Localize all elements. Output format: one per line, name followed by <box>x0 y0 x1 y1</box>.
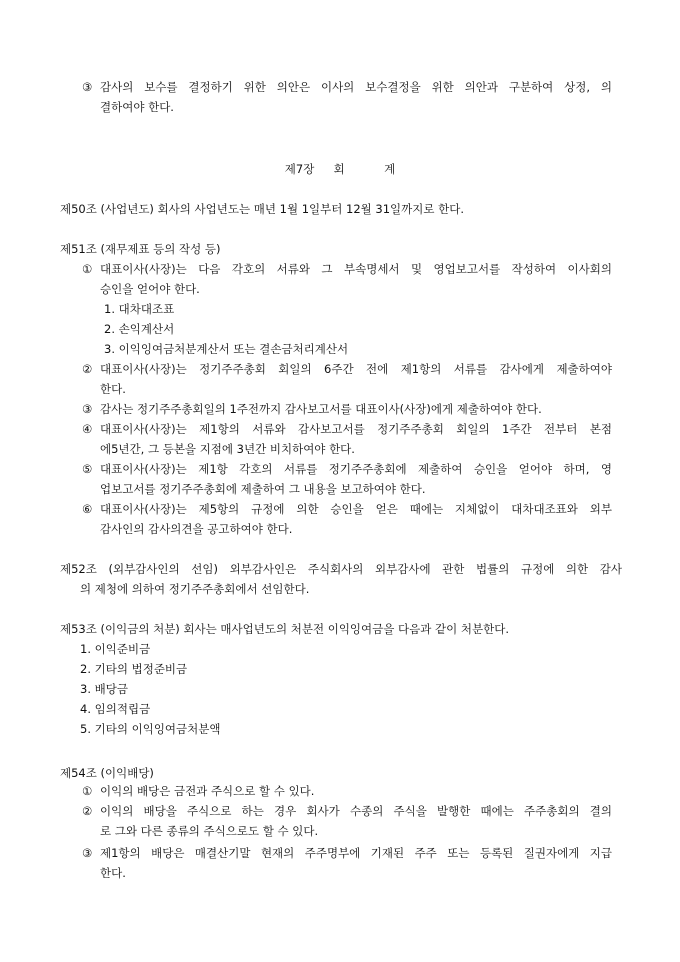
sub-item: 2. 손익계산서 <box>104 322 175 336</box>
clause-text: 대표이사(사장)는 제1항 각호의 서류를 정기주주총회에 제출하여 승인을 얻어야 하며, 영 <box>100 462 612 476</box>
chapter-title-part: 회 <box>333 162 345 176</box>
clause-text: 대표이사(사장)는 정기주주총회 회일의 6주간 전에 제1항의 서류를 감사에게 제출하여야 <box>100 362 612 376</box>
clause-text: 감사는 정기주주총회일의 1주전까지 감사보고서를 대표이사(사장)에게 제출하여야 한다. <box>100 402 542 416</box>
item-marker: ④ <box>82 422 93 436</box>
chapter-title-part: 계 <box>384 162 396 176</box>
clause-text: 결하여야 한다. <box>100 100 174 114</box>
clause-text: 대표이사(사장)는 제5항의 규정에 의한 승인을 얻은 때에는 지체없이 대차대조표와 외부 <box>100 502 612 516</box>
clause-text: 제1항의 배당은 매결산기말 현재의 주주명부에 기재된 주주 또는 등록된 질권자에게 지급 <box>100 846 612 860</box>
item-marker: ① <box>82 784 93 798</box>
item-marker: ⑤ <box>82 462 93 476</box>
clause-text: 대표이사(사장)는 다음 각호의 서류와 그 부속명세서 및 영업보고서를 작성하여 이사회의 <box>100 262 612 276</box>
clause-text: 승인을 얻어야 한다. <box>100 282 200 296</box>
clause-text: 이익의 배당을 주식으로 하는 경우 회사가 수종의 주식을 발행한 때에는 주주총회의 결의 <box>100 804 612 818</box>
list-item: 2. 기타의 법정준비금 <box>80 662 188 676</box>
chapter-number: 제7장 <box>284 162 315 176</box>
list-item: 3. 배당금 <box>80 682 128 696</box>
item-marker: ② <box>82 804 93 818</box>
list-item: 1. 이익준비금 <box>80 642 151 656</box>
item-marker: ③ <box>82 402 93 416</box>
clause-text: 감사인의 감사의견을 공고하여야 한다. <box>100 522 293 536</box>
clause-text: 업보고서를 정기주주총회에 제출하여 그 내용을 보고하여야 한다. <box>100 482 426 496</box>
item-marker: ① <box>82 262 93 276</box>
article-51-heading: 제51조 (재무제표 등의 작성 등) <box>60 242 221 256</box>
item-marker: ⑥ <box>82 502 93 516</box>
item-marker: ② <box>82 362 93 376</box>
article-54-heading: 제54조 (이익배당) <box>60 766 154 780</box>
article-52: 제52조 (외부감사인의 선임) 외부감사인은 주식회사의 외부감사에 관한 법률의 규정에 의한 감사 <box>60 562 622 576</box>
item-marker: ③ <box>82 846 93 860</box>
clause-text: 감사의 보수를 결정하기 위한 의안은 이사의 보수결정을 위한 의안과 구분하여 상정, 의 <box>100 80 612 94</box>
clause-text: 한다. <box>100 382 126 396</box>
article-53-heading: 제53조 (이익금의 처분) 회사는 매사업년도의 처분전 이익잉여금을 다음과 같이 처분한다. <box>60 622 509 636</box>
clause-text: 대표이사(사장)는 제1항의 서류와 감사보고서를 정기주주총회 회일의 1주간 전부터 본점 <box>100 422 612 436</box>
clause-text: 에5년간, 그 등본을 지점에 3년간 비치하여야 한다. <box>100 442 355 456</box>
chapter-title <box>0 160 680 180</box>
list-item: 5. 기타의 이익잉여금처분액 <box>80 722 221 736</box>
clause-text: 이익의 배당은 금전과 주식으로 할 수 있다. <box>100 784 315 798</box>
sub-item: 1. 대차대조표 <box>104 302 175 316</box>
list-item: 4. 임의적립금 <box>80 702 151 716</box>
article-52-cont: 의 제청에 의하여 정기주주총회에서 선임한다. <box>80 582 310 596</box>
article-50: 제50조 (사업년도) 회사의 사업년도는 매년 1월 1일부터 12월 31일까지로 한다. <box>60 202 465 216</box>
sub-item: 3. 이익잉여금처분계산서 또는 결손금처리계산서 <box>104 342 349 356</box>
item-marker: ③ <box>82 80 93 94</box>
clause-text: 로 그와 다른 종류의 주식으로도 할 수 있다. <box>100 824 319 838</box>
clause-text: 한다. <box>100 866 126 880</box>
